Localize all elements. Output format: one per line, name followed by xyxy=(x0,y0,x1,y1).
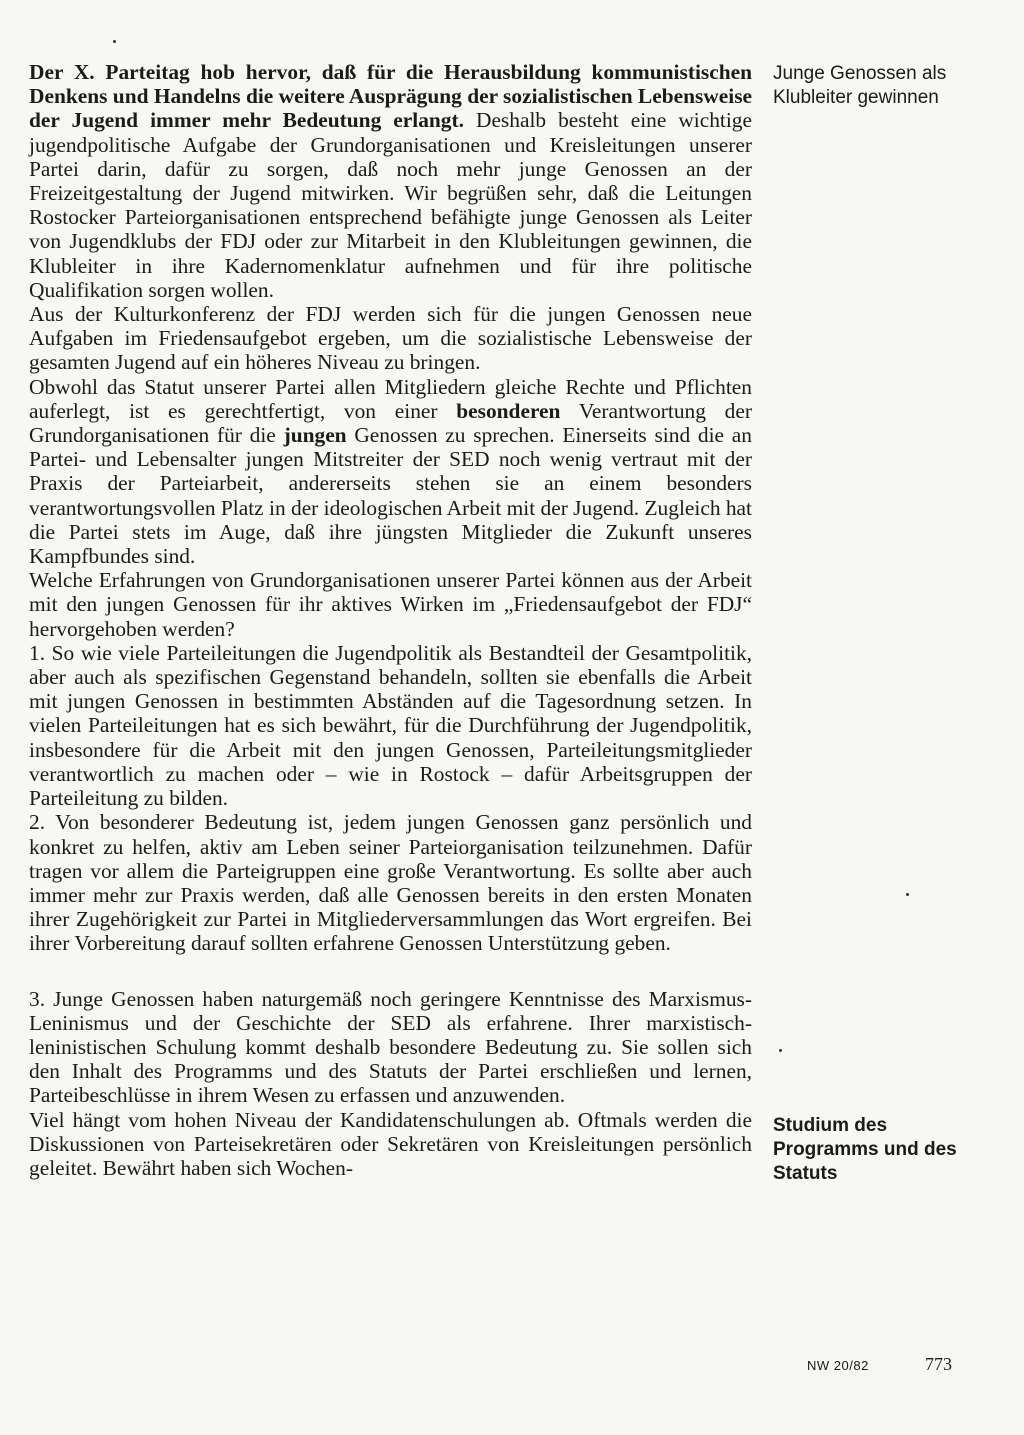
issue-reference: NW 20/82 xyxy=(807,1358,869,1373)
print-speck xyxy=(906,893,909,896)
statut-text-b: Verantwortung der Grundorganisationen für die xyxy=(29,398,752,448)
paragraph-kandidatenschulungen: Viel hängt vom hohen Niveau der Kandidatenschulungen ab. Oftmals werden die Diskussionen von Parteisekretären oder Sekretären von Kreisleitungen persönlich geleitet. Bewährt haben sich Wochen- xyxy=(29,1107,752,1180)
statut-text-c: Genossen zu sprechen. Einerseits sind die an Partei- und Lebensalter jungen Mitstreiter der SED noch wenig vertraut mit der Praxis der Parteiarbeit, andererseits stehen sie an einem besonders verantwortungsvollen Platz in der ideologischen Arbeit mit der Jugend. Zugleich hat die Partei stets im Auge, daß ihre jüngsten Mitglieder die Zukunft unseres Kampfbundes sind. xyxy=(29,423,752,569)
print-speck xyxy=(113,40,116,43)
page-number: 773 xyxy=(925,1354,952,1374)
emphasis-jungen: jungen xyxy=(283,423,347,448)
intro-bold-lead: Der X. Parteitag hob hervor, daß für die Herausbildung kommunistischen Denkens und Handelns die weitere Ausprägung der sozialistischen Lebensweise der Jugend immer mehr Bedeutung erlangt. xyxy=(29,60,753,133)
paragraph-kulturkonferenz: Aus der Kulturkonferenz der FDJ werden sich für die jungen Genossen neue Aufgaben im Friedensaufgebot ergeben, um die sozialistische Lebensweise der gesamten Jugend auf ein höheres Niveau zu bringen. xyxy=(29,302,752,375)
paragraph-point-1: 1. So wie viele Parteileitungen die Jugendpolitik als Bestandteil der Gesamtpolitik, aber auch als spezifischen Gegenstand behandeln, sollten sie ebenfalls die Arbeit mit jungen Genossen in bestimmten Abständen auf die Tagesordnung setzen. In vielen Parteileitungen hat es sich bewährt, für die Durchführung der Jugendpolitik, insbesondere für die Arbeit mit den jungen Genossen, Parteileitungsmitglieder verantwortlich zu machen oder – wie in Rostock – dafür Arbeitsgruppen der Parteileitung zu bilden. xyxy=(29,640,752,811)
emphasis-besonderen: besonderen xyxy=(456,398,561,423)
paragraph-point-3: 3. Junge Genossen haben naturgemäß noch geringere Kenntnisse des Marxismus-Leninismus und der Geschichte der SED als erfahrene. Ihrer marxistisch-leninistischen Schulung kommt deshalb besondere Bedeutung zu. Sie sollen sich den Inhalt des Programms und des Statuts der Partei erschließen und lernen, Parteibeschlüsse in ihrem Wesen zu erfassen und anzuwenden. xyxy=(29,986,752,1108)
paragraph-point-2: 2. Von besonderer Bedeutung ist, jedem jungen Genossen ganz persönlich und konkret zu helfen, aktiv am Leben seiner Parteiorganisation teilzunehmen. Dafür tragen vor allem die Parteigruppen eine große Verantwortung. Es sollte aber auch immer mehr zur Praxis werden, daß alle Genossen bereits in den ersten Monaten ihrer Zugehörigkeit zur Partei in Mitgliederversammlungen das Wort ergreifen. Bei ihrer Vorbereitung darauf sollten erfahrene Genossen Unterstützung geben. xyxy=(29,810,752,956)
intro-text: Deshalb besteht eine wichtige jugendpolitische Aufgabe der Grundorganisationen und Kreisleitungen unserer Partei darin, dafür zu sorgen, daß noch mehr junge Genossen an der Freizeitgestaltung der Jugend mitwirken. Wir begrüßen sehr, daß die Leitungen Rostocker Parteiorganisationen entsprechend befähigte junge Genossen als Leiter von Jugendklubs der FDJ oder zur Mitarbeit in den Klubleitungen gewinnen, die Klubleiter in ihre Kadernomenklatur aufnehmen und für ihre politische Qualifikation sorgen wollen. xyxy=(29,108,752,302)
print-speck xyxy=(779,1049,782,1052)
margin-note-klubleiter: Junge Genossen als Klubleiter gewinnen xyxy=(773,63,947,108)
paragraph-question: Welche Erfahrungen von Grundorganisationen unserer Partei können aus der Arbeit mit den jungen Genossen für ihr aktives Wirken im „Friedensaufgebot der FDJ“ hervorgehoben werden? xyxy=(29,568,752,641)
paragraph-gap xyxy=(29,956,752,987)
margin-note-studium: Studium des Programms und des Statuts xyxy=(773,1115,957,1184)
intro-paragraph xyxy=(29,60,752,302)
paragraph-statut xyxy=(29,375,752,569)
main-text-column xyxy=(29,60,752,1180)
statut-text-a: Obwohl das Statut unserer Partei allen Mitgliedern gleiche Rechte und Pflichten auferlegt, ist es gerechtfertigt, von einer xyxy=(29,374,752,423)
